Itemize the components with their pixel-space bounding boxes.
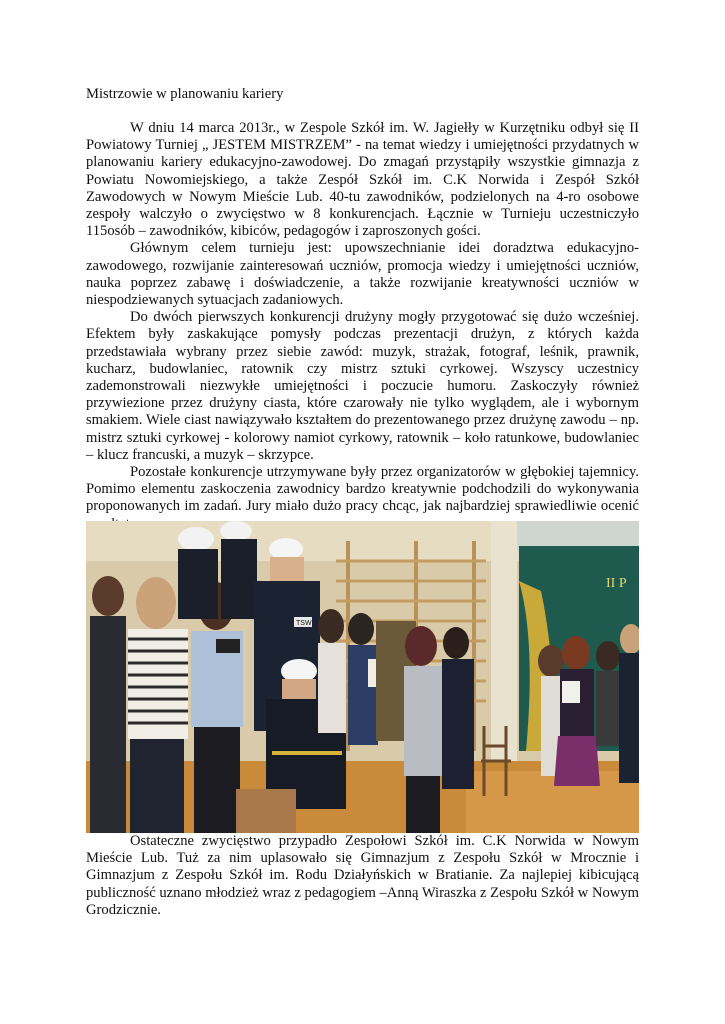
paragraph: Głównym celem turnieju jest: upowszechnianie idei doradztwa edukacyjno-zawodowego, rozwijanie zainteresowań uczniów, promocja wiedzy i umiejętności uczniów, nauka poprzez zabawę i doświadczenie, a także rozwijanie kreatywności uczniów w niespodziewanych sytuacjach zadaniowych. [86,240,639,309]
closing-section [86,833,639,919]
article-body [86,120,639,533]
event-photo [86,521,639,833]
paragraph: Do dwóch pierwszych konkurencji drużyny mogły przygotować się dużo wcześniej. Efektem były zaskakujące pomysły podczas prezentacji drużyn, z których każda przedstawiała wybrany przez siebie zawód: muzyk, strażak, fotograf, leśnik, prawnik, kucharz, budowlaniec, ratownik czy mistrz sztuki cyrkowej. Wszyscy uczestnicy zademonstrowali niezwykłe umiejętności i poczucie humoru. Zaskoczyły również przywiezione przez drużyny ciasta, które czarowały nie tylko wyglądem, ale i wybornym smakiem. Wiele ciast nawiązywało kształtem do prezentowanego przez drużynę zawodu – np. mistrz sztuki cyrkowej - kolorowy namiot cyrkowy, ratownik – koło ratunkowe, budowlaniec – klucz francuski, a muzyk – skrzypce. [86,309,639,463]
banner-text: II P [606,576,627,591]
closing-paragraph: Ostateczne zwycięstwo przypadło Zespołowi Szkół im. C.K Norwida w Nowym Mieście Lub. Tuż za nim uplasowało się Gimnazjum z Zespołu Szkół w Mrocznie i Gimnazjum z Zespołu Szkół im. Rodu Działyńskich w Bratianie. Za najlepiej kibicującą publiczność uznano młodzież wraz z pedagogiem –Anną Wiraszka z Zespołu Szkół w Nowym Grodzicznie. [86,833,639,918]
page-title: Mistrzowie w planowaniu kariery [86,86,284,102]
paragraph: W dniu 14 marca 2013r., w Zespole Szkół im. W. Jagiełły w Kurzętniku odbył się II Powiatowy Turniej „ JESTEM MISTRZEM” - na temat wiedzy i umiejętności przydatnych w planowaniu kariery edukacyjno-zawodowej. Do zmagań przystąpiły wszystkie gimnazja z Powiatu Nowomiejskiego, a także Zespół Szkół im. C.K Norwida i Zespół Szkół Zawodowych w Nowym Mieście Lub. 40-tu zawodników, podzielonych na 4-ro osobowe zespoły walczyło o zwycięstwo w 8 konkurencjach. Łącznie w Turnieju uczestniczyło 115osób – zawodników, kibiców, pedagogów i zaproszonych gości. [86,120,639,240]
vest-label: TSW [296,620,312,627]
paragraph: Pozostałe konkurencje utrzymywane były przez organizatorów w głębokiej tajemnicy. Pomimo elementu zaskoczenia zawodnicy bardzo kreatywnie podchodzili do wykonywania proponowanych im zadań. Jury miało dużo pracy chcąc, jak najbardziej sprawiedliwie ocenić [86,464,639,515]
